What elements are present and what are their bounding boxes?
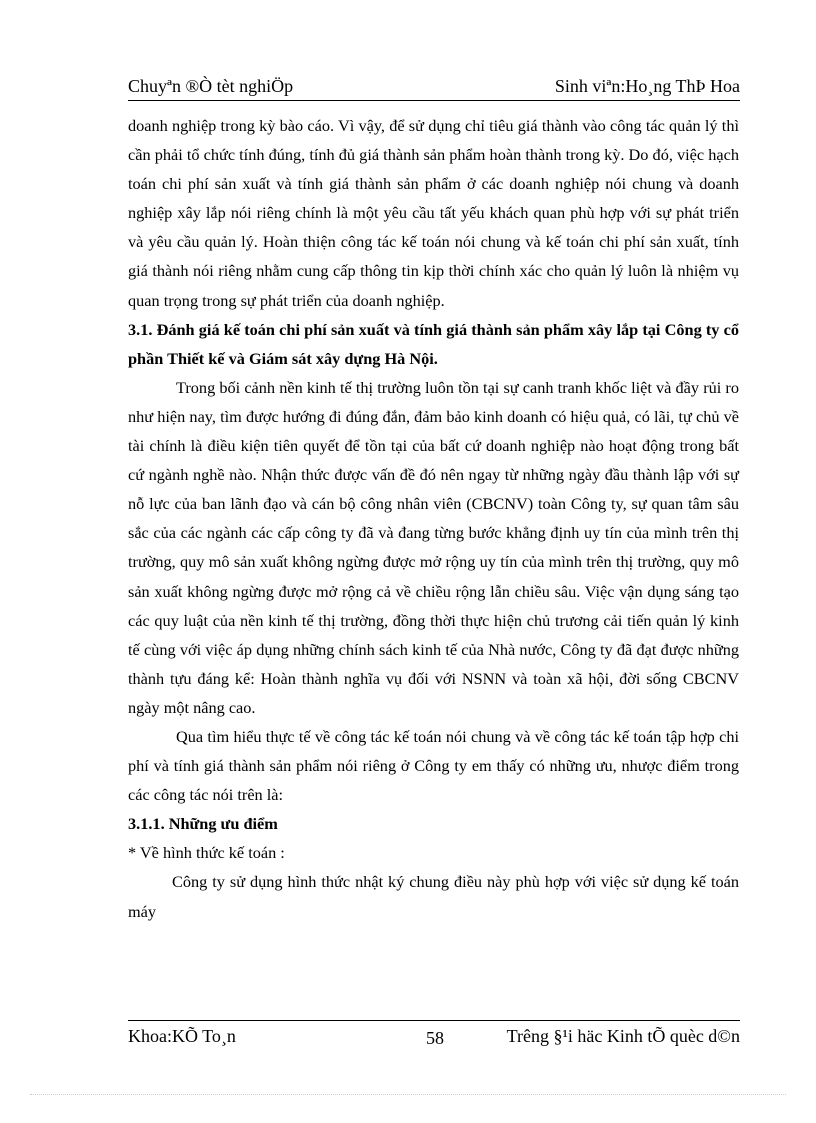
- page-footer: [128, 1026, 740, 1052]
- footer-rule: [128, 1020, 740, 1021]
- section-heading-3-1-1: 3.1.1. Những ưu điểm: [128, 814, 278, 834]
- page-header: [128, 76, 740, 102]
- paragraph-4: * Về hình thức kế toán :: [128, 843, 285, 863]
- paragraph-3: Qua tìm hiểu thực tế về công tác kế toán nói chung và về công tác kế toán tập hợp chi phí và tính giá thành sản phẩm nói riêng ở Công ty em thấy có những ưu, nhược điểm trong các công tác nói trên là:: [128, 726, 739, 805]
- footer-faculty: Khoa:KÕ To¸n: [128, 1026, 236, 1046]
- header-title: Chuyªn ®Ò tèt nghiÖp: [128, 76, 294, 96]
- paragraph-2: Trong bối cảnh nền kinh tế thị trường luôn tồn tại sự canh tranh khốc liệt và đầy rủi ro như hiện nay, tìm được hướng đi đúng đắn, đảm bảo kinh doanh có hiệu quả, có lãi, tự chủ về tài chính là điều kiện tiên quyết để tồn tại của bất cứ doanh nghiệp nào hoạt động trong bất cứ ngành nghề nào. Nhận thức được vấn đề đó nên ngay từ những ngày đầu thành lập với sự nỗ lực của ban lãnh đạo và cán bộ công nhân viên (CBCNV) toàn Công ty, sự quan tâm sâu sắc của các ngành các cấp công ty đã và đang từng bước khẳng định uy tín của mình trên thị trường, quy mô sản xuất không ngừng được mở rộng uy tín của mình trên thị trường, quy mô sản xuất không ngừng được mở rộng cả về chiều rộng lẫn chiều sâu. Việc vận dụng sáng tạo các quy luật của nền kinh tế thị trường, đồng thời thực hiện chủ trương cải tiến quản lý kinh tế cùng với việc áp dụng những chính sách kinh tế của Nhà nước, Công ty đã đạt được những thành tựu đáng kể: Hoàn thành nghĩa vụ đối với NSNN và toàn xã hội, đời sống CBCNV ngày một nâng cao.: [128, 377, 739, 717]
- header-author: Sinh viªn:Ho¸ng ThÞ Hoa: [554, 76, 740, 96]
- footer-university: Trêng §¹i häc Kinh tÕ quèc d©n: [506, 1026, 740, 1046]
- page-number: 58: [426, 1028, 444, 1048]
- document-body: [128, 111, 739, 926]
- page-edge-dotted-line: [30, 1094, 786, 1095]
- header-rule: [128, 100, 740, 101]
- paragraph-5: Công ty sử dụng hình thức nhật ký chung điều này phù hợp với việc sử dụng kế toán máy: [128, 872, 739, 921]
- paragraph-1: doanh nghiệp trong kỳ bào cáo. Vì vậy, để sử dụng chỉ tiêu giá thành vào công tác quản lý thì cần phải tổ chức tính đúng, tính đủ giá thành sản phẩm hoàn thành trong kỳ. Do đó, việc hạch toán chi phí sản xuất và tính giá thành sản phẩm ở các doanh nghiệp nói chung và doanh nghiệp xây lắp nói riêng chính là một yêu cầu tất yếu khách quan phù hợp với sự phát triển và yêu cầu quản lý. Hoàn thiện công tác kế toán nói chung và kế toán chi phí sản xuất, tính giá thành nói riêng nhằm cung cấp thông tin kịp thời chính xác cho quản lý luôn là nhiệm vụ quan trọng trong sự phát triển của doanh nghiệp.: [128, 116, 739, 310]
- section-heading-3-1: 3.1. Đánh giá kế toán chi phí sản xuất và tính giá thành sản phẩm xây lắp tại Công ty cổ phần Thiết kế và Giám sát xây dựng Hà Nội.: [128, 319, 739, 368]
